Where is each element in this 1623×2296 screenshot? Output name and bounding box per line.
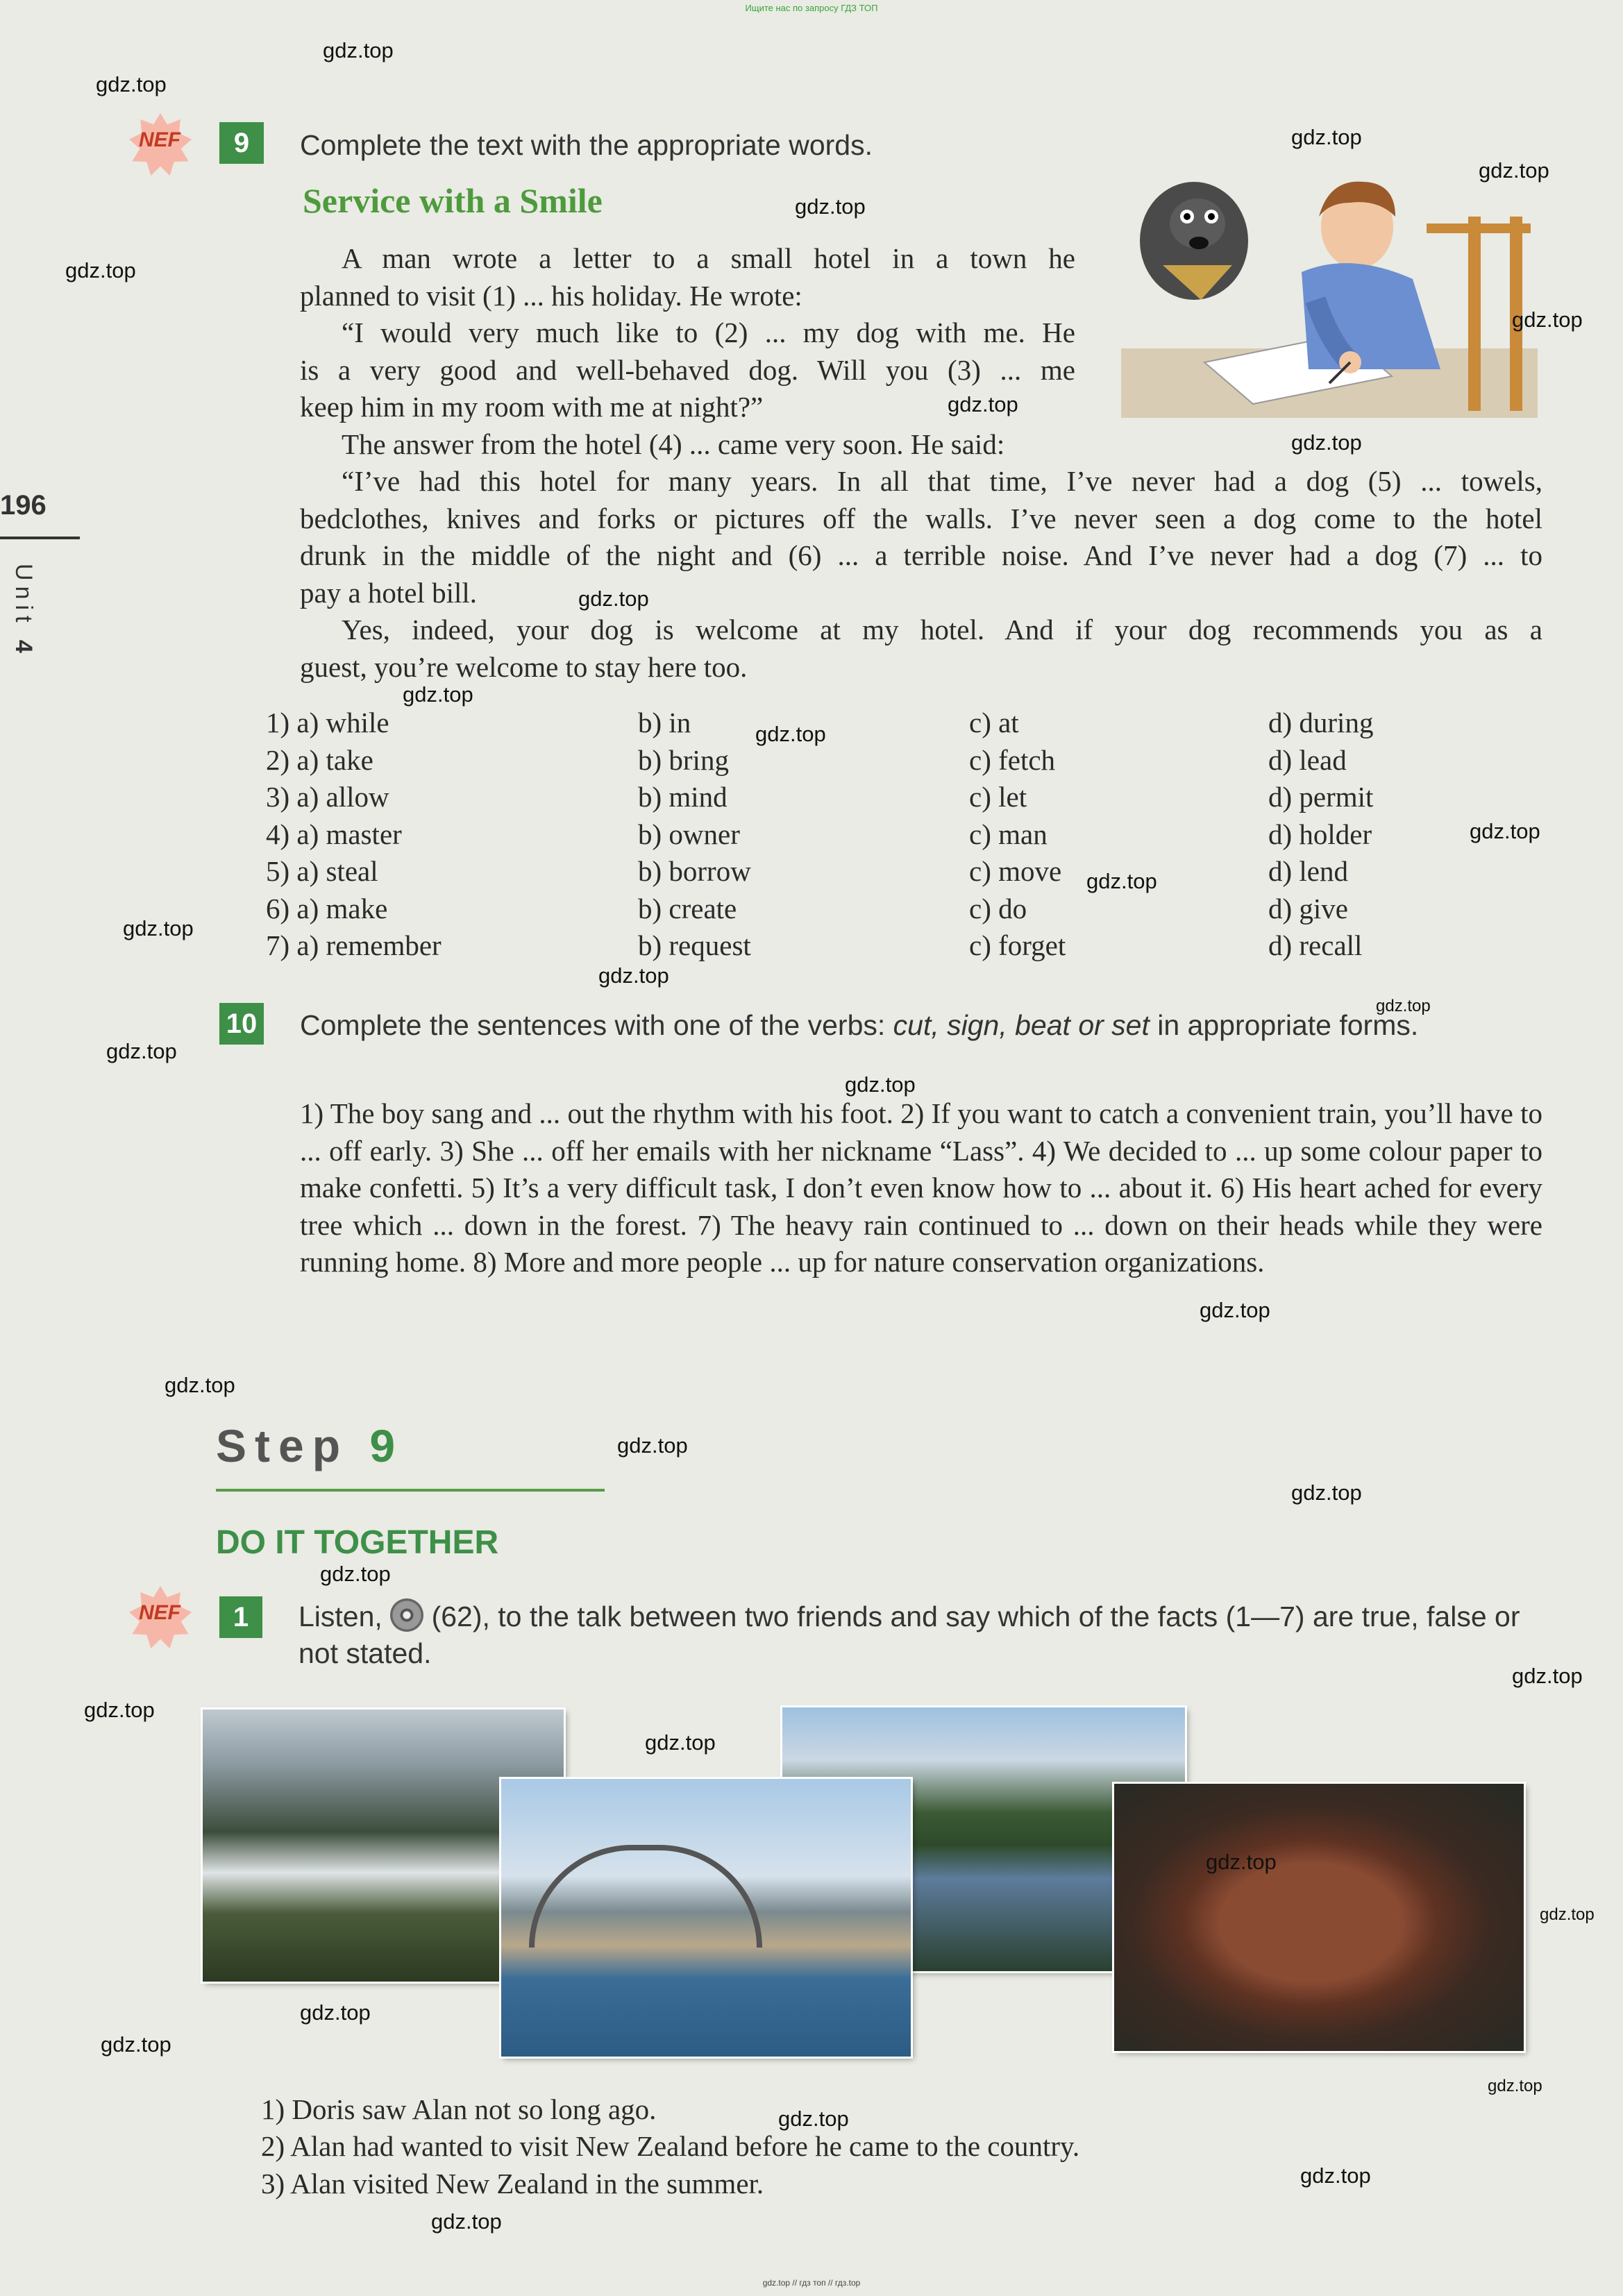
option-cell: b) owner	[638, 818, 740, 850]
story-title: Service with a Smile	[303, 181, 603, 220]
exercise-1-instruction	[298, 1598, 1548, 1672]
option-cell: d) holder	[1268, 818, 1372, 850]
watermark: gdz.top	[617, 1433, 688, 1458]
option-cell: c) let	[969, 781, 1027, 813]
option-cell: d) give	[1268, 893, 1348, 925]
watermark: gdz.top	[645, 1730, 716, 1755]
watermark: gdz.top	[106, 1039, 177, 1063]
watermark: gdz.top	[1291, 1480, 1362, 1505]
nef-badge-text: NEF	[139, 128, 180, 151]
exercise-10-instruction	[300, 1007, 1544, 1044]
top-banner: Ищите нас по запросу ГДЗ ТОП	[745, 3, 878, 13]
option-cell: c) at	[969, 707, 1019, 738]
option-cell: 1) a) while	[266, 707, 389, 738]
story-line: “I would very much like to (2) ... my dog with me. He	[342, 316, 1075, 348]
watermark: gdz.top	[795, 194, 866, 219]
watermark: gdz.top	[755, 722, 826, 746]
watermark: gdz.top	[165, 1373, 235, 1397]
watermark: gdz.top	[1086, 869, 1157, 893]
option-cell: d) recall	[1268, 929, 1363, 961]
instruction-verbs: cut, sign, beat or set	[893, 1009, 1150, 1041]
story-line: “I’ve had this hotel for many years. In all that time, I’ve never had a dog (5) ... towels,	[342, 465, 1542, 497]
instruction-text: in appropriate forms.	[1149, 1009, 1419, 1041]
exercise-9-instruction: Complete the text with the appropriate words.	[300, 129, 873, 161]
watermark: gdz.top	[1200, 1298, 1270, 1322]
option-cell: 5) a) steal	[266, 855, 378, 887]
option-cell: 4) a) master	[266, 818, 402, 850]
watermark: gdz.top	[948, 392, 1018, 416]
watermark: gdz.top	[778, 2107, 849, 2131]
unit-word: Unit	[10, 564, 37, 628]
watermark: gdz.top	[65, 258, 136, 282]
option-cell: c) man	[969, 818, 1048, 850]
watermark: gdz.top	[1479, 158, 1549, 183]
option-cell: b) bring	[638, 744, 729, 776]
instruction-text: Complete the sentences with one of the verbs:	[300, 1009, 893, 1041]
boy-and-dog-illustration	[1121, 161, 1538, 418]
step-divider	[216, 1489, 605, 1492]
nef-badge-icon	[129, 113, 192, 176]
sydney-harbour-photo	[501, 1779, 911, 2057]
story-line: guest, you’re welcome to stay here too.	[300, 651, 748, 683]
step-title	[216, 1419, 403, 1472]
story-line: The answer from the hotel (4) ... came very soon. He said:	[342, 428, 1005, 460]
page-number: 196	[0, 490, 47, 521]
story-line: A man wrote a letter to a small hotel in a town he	[342, 242, 1075, 274]
watermark: gdz.top	[1470, 819, 1540, 843]
watermark: gdz.top	[1291, 430, 1362, 455]
option-cell: b) mind	[638, 781, 728, 813]
step-word: Step	[216, 1420, 349, 1471]
option-cell: 7) a) remember	[266, 929, 442, 961]
nef-badge-text: NEF	[139, 1601, 180, 1624]
audio-cd-icon	[390, 1598, 423, 1632]
watermark: gdz.top	[84, 1698, 155, 1722]
option-cell: 3) a) allow	[266, 781, 389, 813]
watermark: gdz.top	[1291, 125, 1362, 149]
watermark: gdz.top	[1512, 1664, 1583, 1688]
watermark: gdz.top	[845, 1072, 916, 1097]
option-cell: 2) a) take	[266, 744, 373, 776]
fact-item: 1) Doris saw Alan not so long ago.	[261, 2093, 657, 2125]
watermark: gdz.top	[300, 2000, 371, 2025]
watermark: gdz.top	[1300, 2163, 1371, 2188]
watermark: gdz.top	[403, 682, 473, 707]
exercise-9-number: 9	[219, 122, 264, 164]
unit-number: 4	[10, 639, 37, 653]
fact-item: 2) Alan had wanted to visit New Zealand before he came to the country.	[261, 2130, 1080, 2162]
bottom-banner: gdz.top // гдз топ // гдз.top	[762, 2278, 861, 2288]
story-line: pay a hotel bill.	[300, 577, 478, 609]
option-cell: c) fetch	[969, 744, 1056, 776]
nef-badge-icon	[129, 1586, 192, 1648]
option-cell: c) forget	[969, 929, 1066, 961]
option-cell: b) create	[638, 893, 737, 925]
exercise-1-number: 1	[219, 1596, 262, 1638]
option-cell: d) lead	[1268, 744, 1347, 776]
watermark: gdz.top	[123, 916, 194, 940]
unit-label	[10, 564, 37, 653]
watermark: gdz.top	[101, 2032, 171, 2057]
story-line: planned to visit (1) ... his holiday. He wrote:	[300, 280, 802, 312]
option-cell: d) during	[1268, 707, 1374, 738]
exercise-10-text: 1) The boy sang and ... out the rhythm with his foot. 2) If you want to catch a convenient train, you’ll have to ... off early. 3) She ... off her emails with her nickname “Lass”. 4) We decided to ... up some colour paper to make confetti. 5) It’s a very difficult task, I don’t even know how to ... about it. 6) His heart ached for every tree which ... down in the forest. 7) The heavy rain continued to ... down on their heads while they were running home. 8) More and more people ... up for nature conservation organizations.	[300, 1097, 1542, 1278]
watermark: gdz.top	[598, 963, 669, 988]
watermark: gdz.top	[1512, 307, 1583, 332]
watermark: gdz.top	[1540, 1905, 1595, 1924]
fact-item: 3) Alan visited New Zealand in the summer.	[261, 2168, 764, 2200]
watermark: gdz.top	[578, 586, 649, 611]
step-number: 9	[369, 1420, 404, 1471]
watermark: gdz.top	[96, 72, 167, 96]
watermark: gdz.top	[1488, 2077, 1542, 2095]
watermark: gdz.top	[323, 38, 394, 62]
option-cell: d) lend	[1268, 855, 1348, 887]
watermark: gdz.top	[320, 1562, 391, 1586]
story-line: drunk in the middle of the night and (6) ... a terrible noise. And I’ve never had a dog (7) ... to	[300, 539, 1542, 571]
option-cell: b) request	[638, 929, 751, 961]
option-cell: b) in	[638, 707, 691, 738]
maori-man-photo	[1114, 1784, 1524, 2051]
option-cell: b) borrow	[638, 855, 751, 887]
harbour-bridge-shape	[529, 1845, 762, 1948]
story-line: bedclothes, knives and forks or pictures off the walls. I’ve never seen a dog come to the hotel	[300, 503, 1542, 534]
section-heading: DO IT TOGETHER	[216, 1524, 499, 1561]
option-cell: 6) a) make	[266, 893, 388, 925]
instruction-text: Listen,	[298, 1601, 391, 1632]
story-line: Yes, indeed, your dog is welcome at my hotel. And if your dog recommends you as a	[342, 614, 1542, 645]
option-cell: c) do	[969, 893, 1027, 925]
page-number-rule	[0, 537, 80, 539]
option-cell: c) move	[969, 855, 1062, 887]
exercise-10-number: 10	[219, 1003, 264, 1045]
watermark: gdz.top	[1376, 997, 1431, 1015]
watermark: gdz.top	[431, 2209, 502, 2234]
story-line: is a very good and well-behaved dog. Will you (3) ... me	[300, 354, 1075, 386]
watermark: gdz.top	[1206, 1850, 1277, 1874]
option-cell: d) permit	[1268, 781, 1374, 813]
story-line: keep him in my room with me at night?”	[300, 391, 764, 423]
instruction-text: (62), to the talk between two friends and say which of the facts (1—7) are true, false or not stated.	[298, 1601, 1520, 1669]
